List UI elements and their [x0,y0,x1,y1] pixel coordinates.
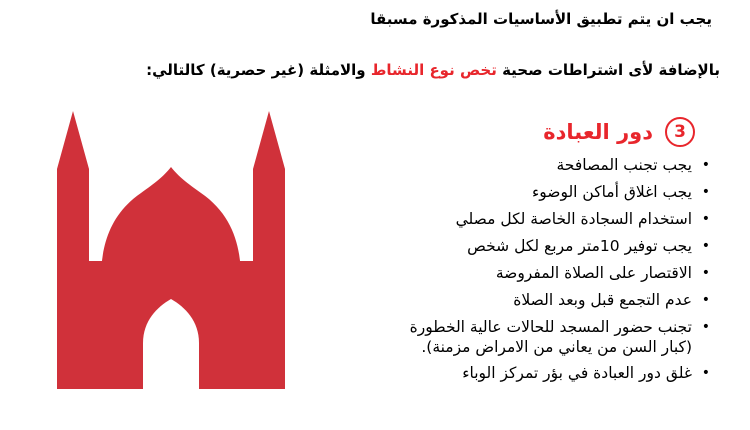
list-item [300,179,710,206]
list-item [300,360,710,387]
list-item [300,314,710,357]
bullet-dot: • [701,211,710,227]
bullet-dot: • [701,319,710,335]
section-title: دور العبادة [543,120,653,144]
requirements-line [100,57,720,83]
bullet-dot: • [701,292,710,308]
bullet-dot: • [701,157,710,173]
mosque-icon [37,111,305,389]
bullet-dot: • [701,238,710,254]
list-item-text: عدم التجمع قبل وبعد الصلاة [513,291,692,309]
list-item-text: يجب تجنب المصافحة [556,156,692,174]
list-item [300,152,710,179]
list-item [300,233,710,260]
bullet-dot: • [701,365,710,381]
list-item-subtext: (كبار السن من يعاني من الامراض مزمنة). [421,338,692,356]
list-item-text: الاقتصار على الصلاة المفروضة [495,264,692,282]
bullet-dot: • [701,265,710,281]
list-item-text: تجنب حضور المسجد للحالات عالية الخطورة [409,318,692,336]
list-item-text: استخدام السجادة الخاصة لكل مصلي [455,210,692,228]
list-item [300,260,710,287]
guidelines-list [300,152,710,387]
list-item [300,206,710,233]
list-item-text: غلق دور العبادة في بؤر تمركز الوباء [462,364,692,382]
intro-line: يجب ان يتم تطبيق الأساسيات المذكورة مسبقا [370,10,712,28]
list-item-text: يجب اغلاق أماكن الوضوء [531,183,692,201]
requirements-text-end: والامثلة (غير حصرية) كالتالي: [146,61,371,79]
list-item [300,287,710,314]
bullet-dot: • [701,184,710,200]
activity-type-highlight: تخص نوع النشاط [370,61,497,79]
section-number-badge: 3 [665,117,695,147]
list-item-text: يجب توفير 10متر مربع لكل شخص [467,237,692,255]
requirements-text-start: بالإضافة لأى اشتراطات صحية [496,61,720,79]
section-heading [543,117,695,147]
